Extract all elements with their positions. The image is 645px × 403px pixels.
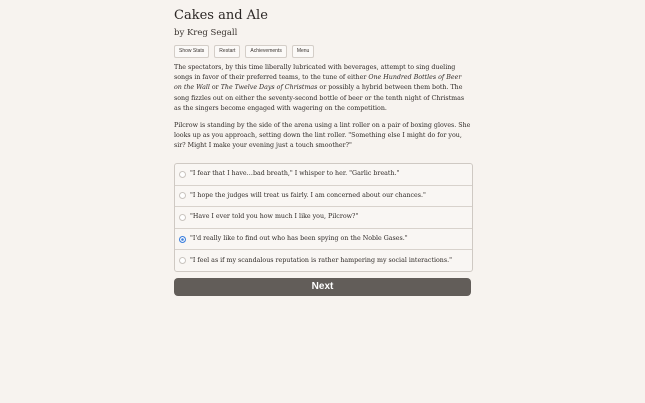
radio-button[interactable] xyxy=(179,214,186,221)
radio-button[interactable] xyxy=(179,236,186,243)
choice-list xyxy=(174,163,473,272)
choice-option[interactable] xyxy=(175,164,472,186)
menu-button[interactable]: Menu xyxy=(292,45,315,58)
choice-option[interactable] xyxy=(175,186,472,208)
story-text-span: The spectators, by this time liberally lubricated with beverages, attempt to sing dueling songs in favor of their preferred teams, to the tune of either xyxy=(174,64,456,82)
song-title-1: One Hundred Bottles of Beer on the Wall xyxy=(174,74,462,92)
story-text-span: or xyxy=(209,84,221,92)
story-text xyxy=(174,63,471,159)
story-paragraph-2: Pilcrow is standing by the side of the arena using a lint roller on a pair of boxing gloves. She looks up as you approach, setting down the lint roller. "Something else I might do for you, sir? Might I make your evening just a touch smoother?" xyxy=(174,122,471,150)
radio-button[interactable] xyxy=(179,257,186,264)
choice-label: "I hope the judges will treat us fairly. I am concerned about our chances." xyxy=(190,191,426,199)
story-text-span: or possibly a hybrid between them both. The song fizzles out on either the seventy-second bottle of beer or the tenth night of Christmas as the singers become engaged with wagering on the competition. xyxy=(174,84,465,112)
toolbar xyxy=(174,45,314,58)
game-author: by Kreg Segall xyxy=(174,28,238,38)
achievements-button[interactable]: Achievements xyxy=(245,45,286,58)
radio-button[interactable] xyxy=(179,192,186,199)
restart-button[interactable]: Restart xyxy=(214,45,240,58)
story-paragraph-1 xyxy=(174,63,471,114)
choice-label: "I'd really like to find out who has been spying on the Noble Gases." xyxy=(190,235,408,243)
choice-label: "I fear that I have…bad breath," I whisper to her. "Garlic breath." xyxy=(190,170,400,178)
choice-option[interactable] xyxy=(175,229,472,251)
choice-option[interactable] xyxy=(175,250,472,271)
show-stats-button[interactable]: Show Stats xyxy=(174,45,209,58)
next-button[interactable]: Next xyxy=(174,278,471,296)
choice-label: "I feel as if my scandalous reputation is rather hampering my social interactions." xyxy=(190,256,452,264)
choice-label: "Have I ever told you how much I like you, Pilcrow?" xyxy=(190,213,359,221)
radio-button[interactable] xyxy=(179,171,186,178)
song-title-2: The Twelve Days of Christmas xyxy=(220,84,318,92)
choice-option[interactable] xyxy=(175,207,472,229)
game-title: Cakes and Ale xyxy=(174,8,268,23)
